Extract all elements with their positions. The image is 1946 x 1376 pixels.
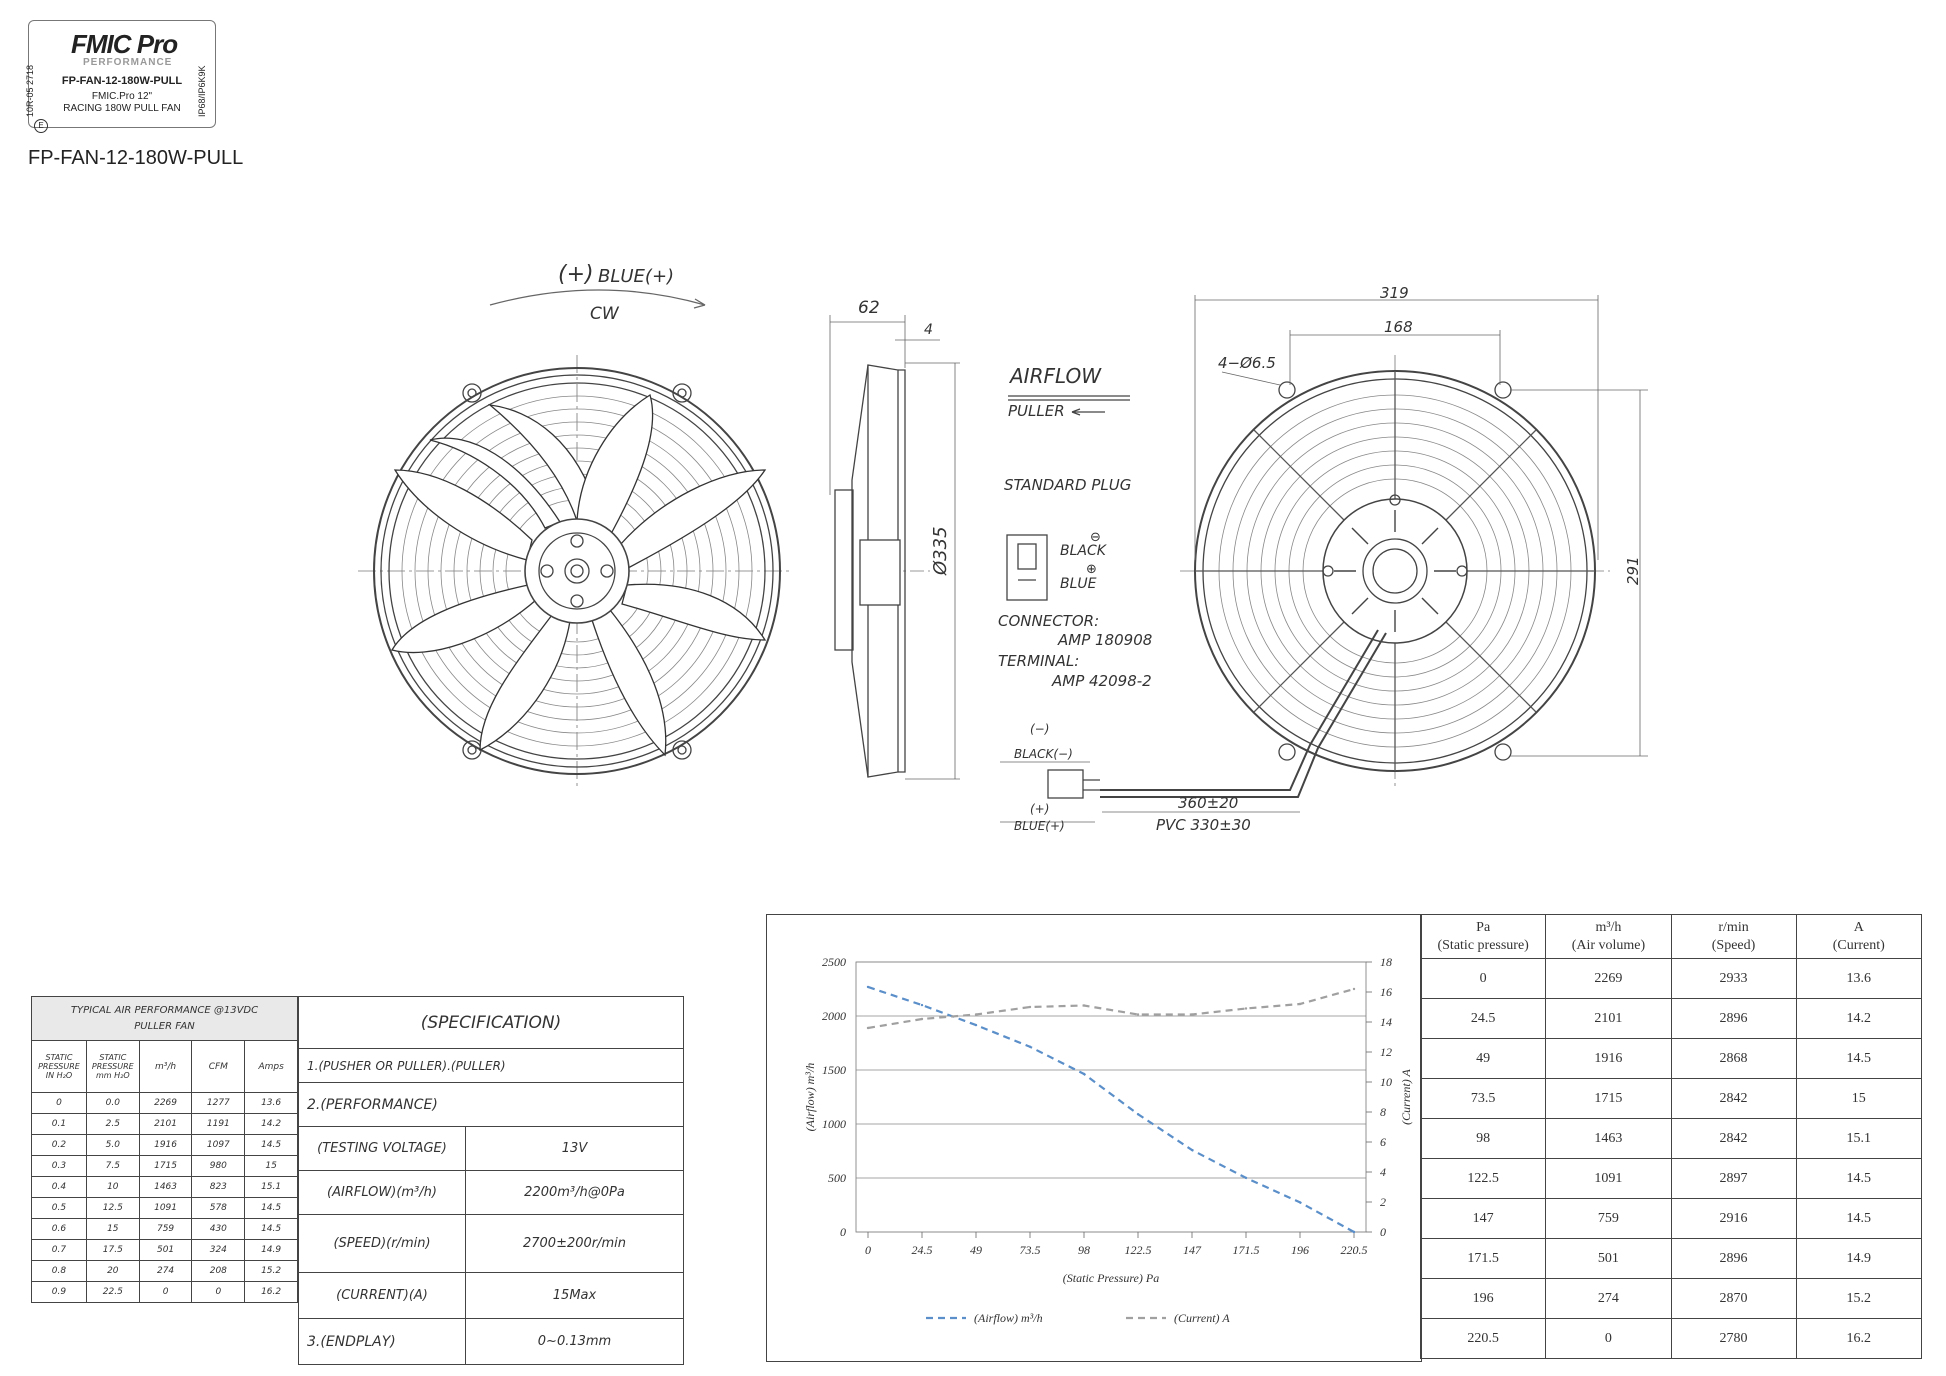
lead-length-dim: 360±20 <box>1178 794 1239 812</box>
data-table-cell: 2780 <box>1671 1319 1796 1359</box>
x-tick-label: 0 <box>865 1243 871 1257</box>
x-tick-label: 196 <box>1291 1243 1309 1257</box>
y-right-tick-label: 6 <box>1380 1135 1386 1149</box>
airflow-point <box>975 1024 977 1026</box>
perf-table-cell: 14.5 <box>245 1219 298 1240</box>
data-table-cell: 122.5 <box>1421 1159 1546 1199</box>
perf-table-cell: 823 <box>192 1177 245 1198</box>
side-depth-dim: 62 <box>858 298 880 318</box>
data-table-cell: 2842 <box>1671 1119 1796 1159</box>
data-table-cell: 2896 <box>1671 1239 1796 1279</box>
data-table-cell: 49 <box>1421 1039 1546 1079</box>
spec-row-label: (AIRFLOW)(m³/h) <box>299 1171 466 1215</box>
perf-table-cell: 14.9 <box>245 1240 298 1261</box>
perf-table-cell: 14.5 <box>245 1198 298 1219</box>
x-tick-label: 171.5 <box>1232 1243 1260 1257</box>
data-table-cell: 1091 <box>1546 1159 1671 1199</box>
current-point <box>975 1013 977 1015</box>
chart-grid <box>856 962 1366 1232</box>
airflow-point <box>1299 1201 1301 1203</box>
airflow-point <box>1191 1149 1193 1151</box>
plug-black-label: BLACK <box>1060 543 1106 559</box>
data-table-cell: 2868 <box>1671 1039 1796 1079</box>
perf-table-cell: 0 <box>32 1093 87 1114</box>
data-table-row <box>1421 1119 1922 1159</box>
current-point <box>1245 1007 1247 1009</box>
airflow-label: AIRFLOW <box>1010 364 1102 388</box>
y-right-tick-label: 18 <box>1380 955 1392 969</box>
data-table-cell: 1715 <box>1546 1079 1671 1119</box>
perf-table-cell: 2.5 <box>86 1114 139 1135</box>
perf-table-cell: 274 <box>139 1261 192 1282</box>
y-left-tick-label: 1500 <box>822 1063 846 1077</box>
y-left-tick-label: 1000 <box>822 1117 846 1131</box>
spec-row-label: (SPEED)(r/min) <box>299 1215 466 1273</box>
spec-item-2: 2.(PERFORMANCE) <box>299 1083 684 1127</box>
perf-table-cell: 15 <box>86 1219 139 1240</box>
y-right-tick-label: 8 <box>1380 1105 1386 1119</box>
data-table-cell: 24.5 <box>1421 999 1546 1039</box>
legend-label: (Current) A <box>1174 1311 1230 1325</box>
data-table-cell: 0 <box>1546 1319 1671 1359</box>
data-table-cell: 14.5 <box>1796 1199 1921 1239</box>
data-table-cell: 16.2 <box>1796 1319 1921 1359</box>
data-table-cell: 1916 <box>1546 1039 1671 1079</box>
brand-sublabel: PERFORMANCE <box>83 57 173 68</box>
perf-table-cell: 16.2 <box>245 1282 298 1303</box>
perf-table-row <box>32 1114 298 1135</box>
data-table <box>1420 914 1922 1359</box>
perf-table-cell: 1191 <box>192 1114 245 1135</box>
data-table-cell: 0 <box>1421 959 1546 999</box>
perf-table-cell: 759 <box>139 1219 192 1240</box>
perf-table-cell: 12.5 <box>86 1198 139 1219</box>
perf-table-row <box>32 1282 298 1303</box>
label-part-number: FP-FAN-12-180W-PULL <box>61 75 183 87</box>
perf-table-cell: 0.7 <box>32 1240 87 1261</box>
perf-header: Amps <box>245 1041 298 1093</box>
x-axis-title: (Static Pressure) Pa <box>1062 1271 1160 1285</box>
data-table-cell: 274 <box>1546 1279 1671 1319</box>
perf-table-cell: 1097 <box>192 1135 245 1156</box>
specification-table <box>298 996 684 1365</box>
plot-area <box>856 962 1366 1232</box>
perf-header: STATIC PRESSURE mm H₂O <box>86 1041 139 1093</box>
data-table-row <box>1421 1319 1922 1359</box>
perf-table-cell: 15.1 <box>245 1177 298 1198</box>
x-tick-label: 98 <box>1078 1243 1090 1257</box>
data-table-cell: 73.5 <box>1421 1079 1546 1119</box>
perf-table-title: TYPICAL AIR PERFORMANCE @13VDC PULLER FAN <box>32 997 298 1041</box>
data-header: A (Current) <box>1796 915 1921 959</box>
perf-table-cell: 1463 <box>139 1177 192 1198</box>
y-right-tick-label: 14 <box>1380 1015 1392 1029</box>
x-tick-label: 49 <box>970 1243 982 1257</box>
current-point <box>867 1027 869 1029</box>
data-table-cell: 2842 <box>1671 1079 1796 1119</box>
airflow-point <box>1137 1113 1139 1115</box>
spec-row-value: 15Max <box>466 1273 684 1319</box>
terminal-label: TERMINAL: <box>998 652 1080 670</box>
y-right-tick-label: 2 <box>1380 1195 1386 1209</box>
y-right-tick-label: 4 <box>1380 1165 1386 1179</box>
current-point <box>1353 988 1355 990</box>
connector-label: CONNECTOR: <box>998 612 1100 630</box>
perf-table-cell: 578 <box>192 1198 245 1219</box>
performance-chart <box>766 914 1420 1360</box>
pvc-length-dim: PVC 330±30 <box>1156 816 1251 834</box>
perf-table-cell: 1715 <box>139 1156 192 1177</box>
data-table-row <box>1421 1239 1922 1279</box>
terminal-value: AMP 42098-2 <box>1052 672 1152 690</box>
spec-row-label: (CURRENT)(A) <box>299 1273 466 1319</box>
data-table-row <box>1421 999 1922 1039</box>
perf-table-cell: 17.5 <box>86 1240 139 1261</box>
perf-table-row <box>32 1198 298 1219</box>
front-view <box>358 290 792 790</box>
perf-table-cell: 0 <box>139 1282 192 1303</box>
perf-table-cell: 208 <box>192 1261 245 1282</box>
spec-row-value: 2700±200r/min <box>466 1215 684 1273</box>
rear-width-dim: 319 <box>1380 284 1409 302</box>
perf-table-cell: 2269 <box>139 1093 192 1114</box>
label-cert-right: IP68/IP6K9K <box>197 65 207 117</box>
y-left-tick-label: 2500 <box>822 955 846 969</box>
perf-table-cell: 2101 <box>139 1114 192 1135</box>
perf-table-cell: 1277 <box>192 1093 245 1114</box>
perf-table-cell: 980 <box>192 1156 245 1177</box>
perf-table-cell: 0.0 <box>86 1093 139 1114</box>
data-table-cell: 98 <box>1421 1119 1546 1159</box>
data-header: m³/h (Air volume) <box>1546 915 1671 959</box>
wire-neg-label: BLACK(−) <box>1014 747 1073 761</box>
current-series-line <box>868 989 1354 1028</box>
current-point <box>1299 1003 1301 1005</box>
plug-blue-label: BLUE <box>1060 576 1097 592</box>
side-diameter-dim: Ø335 <box>930 526 951 575</box>
perf-table-cell: 0.6 <box>32 1219 87 1240</box>
data-table-cell: 2870 <box>1671 1279 1796 1319</box>
airflow-point <box>1083 1073 1085 1075</box>
y-right-tick-label: 16 <box>1380 985 1392 999</box>
minus-icon: ⊖ <box>1090 530 1101 545</box>
current-point <box>921 1018 923 1020</box>
airflow-point <box>867 986 869 988</box>
rear-holes-dim: 4−Ø6.5 <box>1218 354 1276 372</box>
y-left-axis-title: (Airflow) m³/h <box>803 1062 817 1132</box>
data-table-cell: 2897 <box>1671 1159 1796 1199</box>
rear-height-dim: 291 <box>1624 556 1642 585</box>
perf-table-cell: 430 <box>192 1219 245 1240</box>
data-table-cell: 13.6 <box>1796 959 1921 999</box>
perf-table-cell: 5.0 <box>86 1135 139 1156</box>
perf-table-row <box>32 1219 298 1240</box>
spec-row-value: 2200m³/h@0Pa <box>466 1171 684 1215</box>
perf-table-cell: 14.5 <box>245 1135 298 1156</box>
data-header: Pa (Static pressure) <box>1421 915 1546 959</box>
data-header: r/min (Speed) <box>1671 915 1796 959</box>
perf-table-cell: 14.2 <box>245 1114 298 1135</box>
perf-table-row <box>32 1240 298 1261</box>
x-tick-label: 122.5 <box>1124 1243 1152 1257</box>
data-table-cell: 14.5 <box>1796 1039 1921 1079</box>
perf-table-cell: 1916 <box>139 1135 192 1156</box>
x-tick-label: 73.5 <box>1019 1243 1041 1257</box>
page-title: FP-FAN-12-180W-PULL <box>28 147 244 169</box>
data-table-cell: 1463 <box>1546 1119 1671 1159</box>
perf-table-cell: 501 <box>139 1240 192 1261</box>
label-cert-left: 10R-05 2718 <box>25 64 35 117</box>
rear-inner-dim: 168 <box>1384 318 1413 336</box>
perf-table-cell: 20 <box>86 1261 139 1282</box>
data-table-row <box>1421 1039 1922 1079</box>
spec-row-label: (TESTING VOLTAGE) <box>299 1127 466 1171</box>
data-table-row <box>1421 1079 1922 1119</box>
perf-table-cell: 0.4 <box>32 1177 87 1198</box>
rotation-label: CW <box>590 304 619 324</box>
perf-table-row <box>32 1135 298 1156</box>
perf-table-cell: 22.5 <box>86 1282 139 1303</box>
spec-item-1: 1.(PUSHER OR PULLER).(PULLER) <box>299 1049 684 1083</box>
airflow-point <box>1353 1231 1355 1233</box>
data-table-row <box>1421 1159 1922 1199</box>
perf-table-cell: 7.5 <box>86 1156 139 1177</box>
airflow-point <box>1245 1177 1247 1179</box>
legend-label: (Airflow) m³/h <box>974 1311 1043 1325</box>
perf-table-cell: 0.8 <box>32 1261 87 1282</box>
data-table-cell: 501 <box>1546 1239 1671 1279</box>
perf-table-cell: 0.3 <box>32 1156 87 1177</box>
chart-series <box>867 986 1355 1233</box>
perf-table-cell: 0 <box>192 1282 245 1303</box>
current-point <box>1137 1013 1139 1015</box>
y-left-tick-label: 500 <box>828 1171 846 1185</box>
data-table-cell: 15 <box>1796 1079 1921 1119</box>
label-description-line2: RACING 180W PULL FAN <box>63 103 181 114</box>
perf-table-body <box>32 1093 298 1303</box>
data-table-cell: 2896 <box>1671 999 1796 1039</box>
perf-table-cell: 15.2 <box>245 1261 298 1282</box>
data-table-cell: 14.2 <box>1796 999 1921 1039</box>
brand-logo: FMIC Pro <box>71 29 178 59</box>
airflow-point <box>1029 1046 1031 1048</box>
data-table-cell: 2916 <box>1671 1199 1796 1239</box>
perf-table-cell: 15 <box>245 1156 298 1177</box>
connector-value: AMP 180908 <box>1058 631 1153 649</box>
side-offset-dim: 4 <box>924 322 933 338</box>
y-right-tick-label: 12 <box>1380 1045 1392 1059</box>
label-description-line1: FMIC.Pro 12" <box>91 91 153 102</box>
x-tick-label: 147 <box>1183 1243 1201 1257</box>
front-polarity-label: (+) <box>558 262 594 287</box>
plus-icon: ⊕ <box>1086 562 1097 577</box>
perf-table-cell: 0.2 <box>32 1135 87 1156</box>
perf-table-cell: 1091 <box>139 1198 192 1219</box>
y-right-tick-label: 0 <box>1380 1225 1386 1239</box>
current-point <box>1083 1004 1085 1006</box>
perf-table-cell: 13.6 <box>245 1093 298 1114</box>
perf-table-row <box>32 1093 298 1114</box>
data-table-cell: 220.5 <box>1421 1319 1546 1359</box>
spec-row-value: 13V <box>466 1127 684 1171</box>
perf-header: m³/h <box>139 1041 192 1093</box>
current-point <box>1191 1013 1193 1015</box>
performance-table <box>31 996 298 1303</box>
front-wire-label: BLUE(+) <box>598 266 675 287</box>
data-table-cell: 196 <box>1421 1279 1546 1319</box>
standard-plug-drawing <box>1007 396 1130 600</box>
perf-table-cell: 0.1 <box>32 1114 87 1135</box>
data-table-cell: 2933 <box>1671 959 1796 999</box>
data-table-cell: 14.5 <box>1796 1159 1921 1199</box>
perf-header: CFM <box>192 1041 245 1093</box>
spec-item-3-value: 0~0.13mm <box>466 1319 684 1365</box>
standard-plug-label: STANDARD PLUG <box>1004 476 1132 494</box>
spec-item-3-label: 3.(ENDPLAY) <box>299 1319 466 1365</box>
y-left-tick-label: 0 <box>840 1225 846 1239</box>
perf-table-cell: 10 <box>86 1177 139 1198</box>
spec-title: (SPECIFICATION) <box>299 997 684 1049</box>
wire-pos-sign: (+) <box>1030 802 1050 816</box>
data-table-cell: 2269 <box>1546 959 1671 999</box>
data-table-cell: 759 <box>1546 1199 1671 1239</box>
y-right-axis-title: (Current) A <box>1399 1069 1413 1125</box>
data-table-cell: 15.2 <box>1796 1279 1921 1319</box>
perf-header: STATIC PRESSURE IN H₂O <box>32 1041 87 1093</box>
data-table-cell: 171.5 <box>1421 1239 1546 1279</box>
perf-table-row <box>32 1177 298 1198</box>
wire-pos-label: BLUE(+) <box>1014 819 1065 833</box>
current-point <box>1029 1006 1031 1008</box>
data-table-cell: 15.1 <box>1796 1119 1921 1159</box>
airflow-point <box>921 1004 923 1006</box>
y-left-tick-label: 2000 <box>822 1009 846 1023</box>
y-right-tick-label: 10 <box>1380 1075 1392 1089</box>
perf-table-cell: 0.9 <box>32 1282 87 1303</box>
airflow-mode-label: PULLER <box>1008 402 1065 420</box>
data-table-row <box>1421 1199 1922 1239</box>
data-table-cell: 2101 <box>1546 999 1671 1039</box>
data-table-cell: 147 <box>1421 1199 1546 1239</box>
perf-table-cell: 324 <box>192 1240 245 1261</box>
e-mark-icon: E <box>34 119 48 133</box>
x-tick-label: 24.5 <box>911 1243 933 1257</box>
perf-table-cell: 0.5 <box>32 1198 87 1219</box>
data-table-row <box>1421 1279 1922 1319</box>
wire-neg-sign: (−) <box>1030 722 1050 736</box>
data-table-row <box>1421 959 1922 999</box>
data-table-cell: 14.9 <box>1796 1239 1921 1279</box>
perf-table-row <box>32 1261 298 1282</box>
x-tick-label: 220.5 <box>1340 1243 1368 1257</box>
airflow-series-line <box>868 987 1354 1232</box>
perf-table-row <box>32 1156 298 1177</box>
data-table-body <box>1421 959 1922 1359</box>
